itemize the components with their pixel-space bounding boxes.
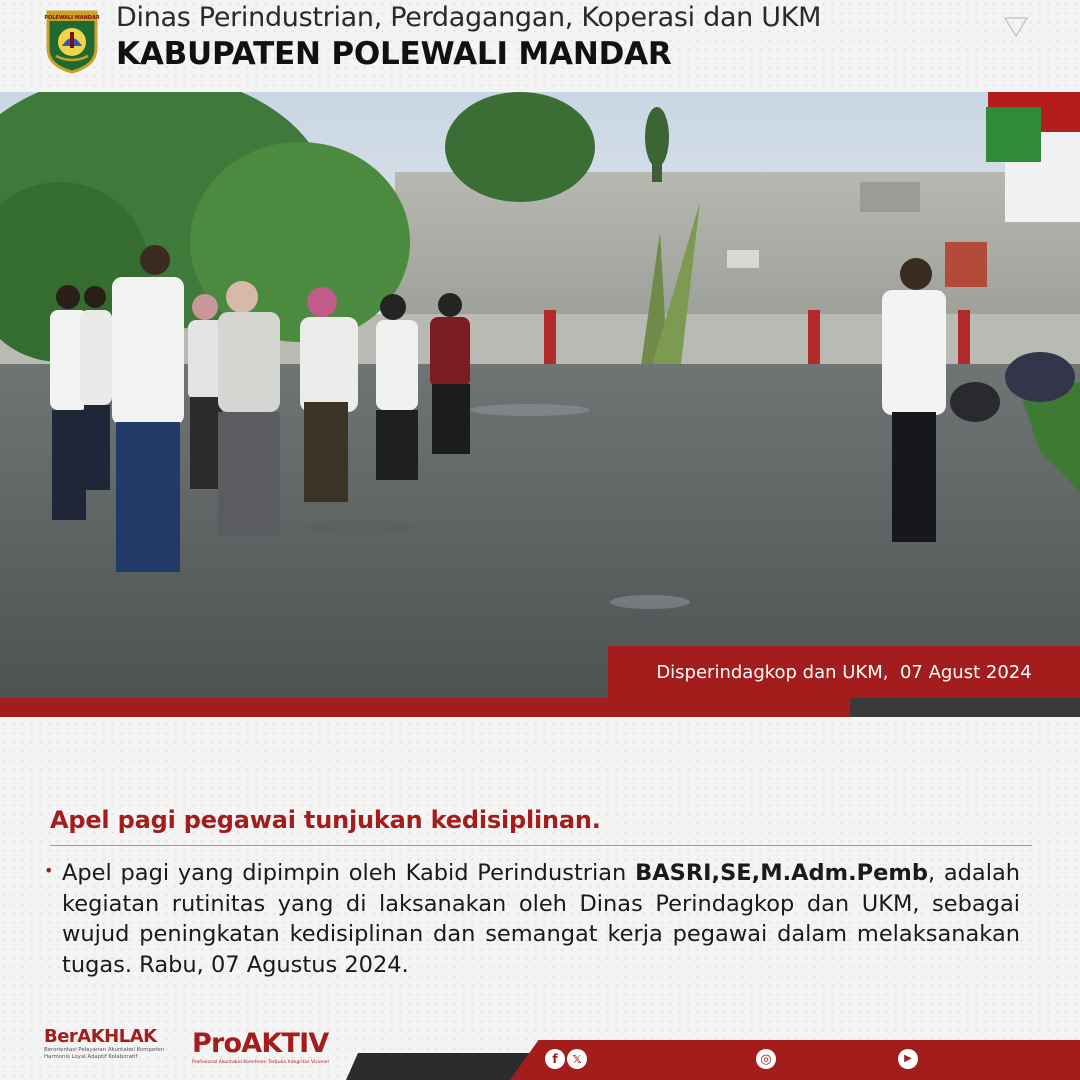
article-title: Apel pagi pegawai tunjukan kedisiplinan. bbox=[50, 806, 601, 834]
event-photo bbox=[0, 92, 1080, 698]
proaktiv-logo bbox=[192, 1028, 352, 1074]
svg-text:POLEWALI MANDAR: POLEWALI MANDAR bbox=[44, 15, 100, 21]
divider-dark-bar bbox=[850, 698, 1080, 717]
footer-red-band bbox=[510, 1040, 1080, 1080]
proaktiv-tagline: Profesional Akuntabel Komitmen Terbuka Integritas Visioner bbox=[192, 1060, 330, 1065]
instagram-icon[interactable]: ◎ bbox=[756, 1049, 776, 1069]
title-divider bbox=[50, 845, 1032, 846]
corner-triangle-icon bbox=[1003, 16, 1029, 38]
regency-logo bbox=[44, 8, 100, 74]
photo-caption-text: Disperindagkop dan UKM, 07 Agust 2024 bbox=[656, 661, 1032, 683]
article-body bbox=[62, 858, 1020, 980]
header bbox=[0, 0, 1080, 92]
agency-name: Dinas Perindustrian, Perdagangan, Koperasi dan UKM bbox=[116, 2, 822, 33]
facebook-icon[interactable]: f bbox=[545, 1049, 565, 1069]
berakhlak-tagline-1: Berorientasi Pelayanan Akuntabel Kompeten bbox=[44, 1047, 165, 1053]
youtube-icon[interactable]: ▶ bbox=[898, 1049, 918, 1069]
regency-name: KABUPATEN POLEWALI MANDAR bbox=[116, 36, 672, 72]
x-icon[interactable]: 𝕏 bbox=[567, 1049, 587, 1069]
berakhlak-tagline-2: Harmonis Loyal Adaptif Kolaboratif bbox=[44, 1054, 138, 1060]
article-body-name: BASRI,SE,M.Adm.Pemb bbox=[635, 860, 928, 886]
proaktiv-wordmark: ProAKTIV bbox=[192, 1028, 329, 1059]
article-body-post: , adalah kegiatan rutinitas yang di laksanakan oleh Dinas Perindagkop dan UKM, sebagai wujud peningkatan kedisiplinan dan semangat kerja pegawai dalam melaksanakan tugas. Rabu, 07 Agustus 2024. bbox=[62, 860, 1021, 978]
berakhlak-logo bbox=[44, 1026, 184, 1074]
divider-red-bar bbox=[0, 698, 850, 717]
article-body-pre: Apel pagi yang dipimpin oleh Kabid Perindustrian bbox=[62, 860, 636, 886]
bullet-icon: • bbox=[44, 861, 54, 880]
photo-caption bbox=[608, 646, 1080, 698]
berakhlak-wordmark: BerAKHLAK bbox=[44, 1026, 157, 1047]
